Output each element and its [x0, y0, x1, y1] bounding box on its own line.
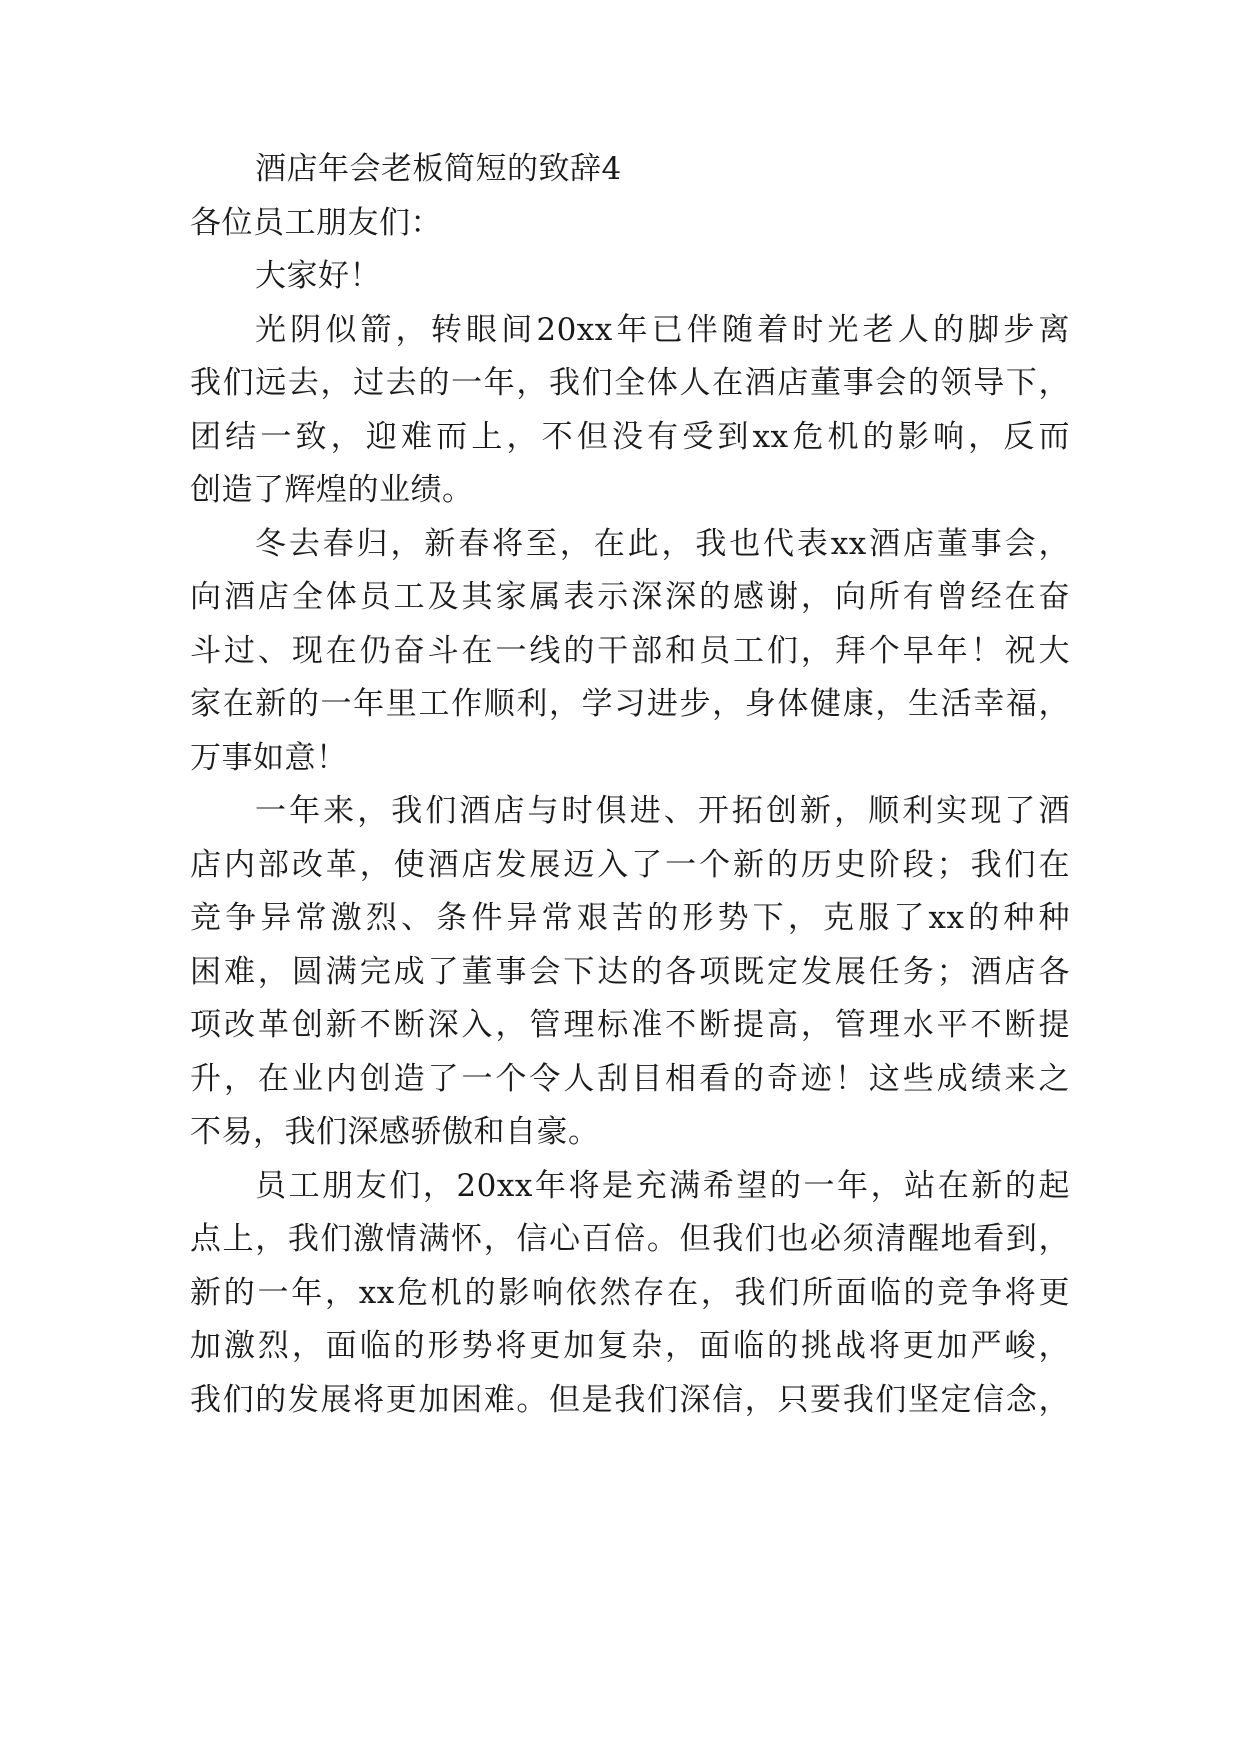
- paragraph-line: 店内部改革，使酒店发展迈入了一个新的历史阶段；我们在: [190, 847, 1070, 883]
- paragraph-line: 我们远去，过去的一年，我们全体人在酒店董事会的领导下，: [190, 365, 1070, 401]
- paragraph-line: 困难，圆满完成了董事会下达的各项既定发展任务；酒店各: [190, 954, 1070, 990]
- paragraph-line: 斗过、现在仍奋斗在一线的干部和员工们，拜个早年！祝大: [190, 633, 1070, 669]
- paragraph-line: 向酒店全体员工及其家属表示深深的感谢，向所有曾经在奋: [190, 579, 1070, 615]
- paragraph-line: 光阴似箭，转眼间20xx年已伴随着时光老人的脚步离: [255, 312, 1070, 348]
- paragraph-line: 新的一年，xx危机的影响依然存在，我们所面临的竞争将更: [190, 1275, 1070, 1311]
- paragraph-line: 家在新的一年里工作顺利，学习进步，身体健康，生活幸福，: [190, 686, 1070, 722]
- paragraph-line: 竞争异常激烈、条件异常艰苦的形势下，克服了xx的种种: [190, 900, 1070, 936]
- paragraph-line: 点上，我们激情满怀，信心百倍。但我们也必须清醒地看到，: [190, 1221, 1070, 1257]
- paragraph-line: 升，在业内创造了一个令人刮目相看的奇迹！这些成绩来之: [190, 1061, 1070, 1097]
- paragraph-line: 创造了辉煌的业绩。: [190, 472, 474, 508]
- paragraph-line: 团结一致，迎难而上，不但没有受到xx危机的影响，反而: [190, 419, 1070, 455]
- paragraph-line: 我们的发展将更加困难。但是我们深信，只要我们坚定信念，: [190, 1382, 1070, 1418]
- paragraph-line: 冬去春归，新春将至，在此，我也代表xx酒店董事会，: [255, 526, 1070, 562]
- greeting: 大家好！: [255, 258, 381, 294]
- paragraph-line: 项改革创新不断深入，管理标准不断提高，管理水平不断提: [190, 1007, 1070, 1043]
- paragraph-line: 不易，我们深感骄傲和自豪。: [190, 1114, 600, 1150]
- paragraph-line: 万事如意！: [190, 740, 348, 776]
- paragraph-line: 加激烈，面临的形势将更加复杂，面临的挑战将更加严峻，: [190, 1328, 1070, 1364]
- document-title: 酒店年会老板简短的致辞4: [255, 151, 622, 187]
- salutation: 各位员工朋友们：: [190, 205, 442, 241]
- paragraph-line: 一年来，我们酒店与时俱进、开拓创新，顺利实现了酒: [255, 793, 1070, 829]
- paragraph-line: 员工朋友们，20xx年将是充满希望的一年，站在新的起: [255, 1168, 1070, 1204]
